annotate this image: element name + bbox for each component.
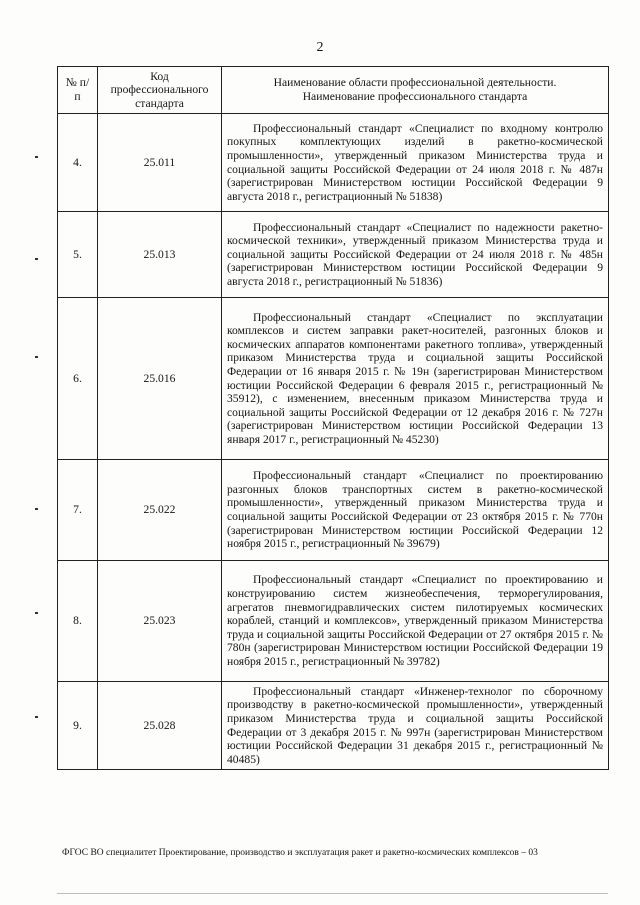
header-num: № п/п [58, 67, 98, 114]
row-description: Профессиональный стандарт «Специалист по эксплуатации комплексов и систем заправки ракет-носителей, разгонных блоков и космических аппаратов компонентами ракетного топлива», утвержденный приказом Министерства труда и социальной защиты Российской Федерации от 16 января 2015 г. № 19н (зарегистрирован Министерством юстиции Российской Федерации 6 февраля 2015 г., регистрационный № 35912), с изменением, внесенным приказом Министерства труда и социальной защиты Российской Федерации от 12 декабря 2016 г. № 727н (зарегистрирован Министерством юстиции Российской Федерации 13 января 2017 г., регистрационный № 45230) [222, 298, 609, 460]
scan-speck [35, 156, 38, 158]
table-header-row [58, 67, 609, 114]
header-name-line1: Наименование области профессиональной деятельности. [273, 76, 557, 90]
row-number: 8. [58, 561, 98, 682]
scan-speck [35, 716, 38, 718]
page-number: 2 [316, 40, 324, 55]
row-code: 25.016 [98, 298, 222, 460]
row-description: Профессиональный стандарт «Специалист по надежности ракетно-космической техники», утвержденный приказом Министерства труда и социальной защиты Российской Федерации от 24 июля 2018 г. № 485н (зарегистрирован Министерством юстиции Российской Федерации 9 августа 2018 г., регистрационный № 51836) [222, 212, 609, 298]
row-code: 25.023 [98, 561, 222, 682]
footer-text: ФГОС ВО специалитет Проектирование, производство и эксплуатация ракет и ракетно-космических комплексов – 03 [62, 848, 538, 858]
row-number: 4. [58, 114, 98, 212]
header-name [222, 67, 609, 114]
table-row [58, 460, 609, 561]
row-number: 5. [58, 212, 98, 298]
scan-speck [35, 258, 38, 260]
row-number: 6. [58, 298, 98, 460]
row-code: 25.013 [98, 212, 222, 298]
row-code: 25.028 [98, 682, 222, 770]
row-code: 25.022 [98, 460, 222, 561]
table-row [58, 682, 609, 770]
scan-speck [35, 612, 38, 614]
page-edge-line [57, 893, 608, 894]
row-description: Профессиональный стандарт «Специалист по входному контролю покупных комплектующих изделий в ракетно-космической промышленности», утвержденный приказом Министерства труда и социальной защиты Российской Федерации от 24 июля 2018 г. № 487н (зарегистрирован Министерством юстиции Российской Федерации 9 августа 2018 г., регистрационный № 51838) [222, 114, 609, 212]
row-description: Профессиональный стандарт «Специалист по проектированию разгонных блоков транспортных систем в ракетно-космической промышленности», утвержденный приказом Министерства труда и социальной защиты Российской Федерации от 23 октября 2015 г. № 770н (зарегистрирован Министерством юстиции Российской Федерации 12 ноября 2015 г., регистрационный № 39679) [222, 460, 609, 561]
header-code: Код профессионального стандарта [98, 67, 222, 114]
row-code: 25.011 [98, 114, 222, 212]
row-number: 9. [58, 682, 98, 770]
row-description: Профессиональный стандарт «Специалист по проектированию и конструированию систем жизнеобеспечения, терморегулирования, агрегатов пневмогидравлических систем пилотируемых космических кораблей, станций и комплексов», утвержденный приказом Министерства труда и социальной защиты Российской Федерации от 27 октября 2015 г. № 780н (зарегистрирован Министерством юстиции Российской Федерации 19 ноября 2015 г., регистрационный № 39782) [222, 561, 609, 682]
scan-speck [35, 508, 38, 510]
table-row [58, 561, 609, 682]
row-description: Профессиональный стандарт «Инженер-технолог по сборочному производству в ракетно-космической промышленности», утвержденный приказом Министерства труда и социальной защиты Российской Федерации от 3 декабря 2015 г. № 997н (зарегистрирован Министерством юстиции Российской Федерации 31 декабря 2015 г., регистрационный № 40485) [222, 682, 609, 770]
scan-speck [35, 356, 38, 358]
table-row [58, 298, 609, 460]
table-row [58, 114, 609, 212]
table-row [58, 212, 609, 298]
header-name-line2: Наименование профессионального стандарта [302, 90, 528, 103]
row-number: 7. [58, 460, 98, 561]
standards-table [57, 66, 609, 770]
